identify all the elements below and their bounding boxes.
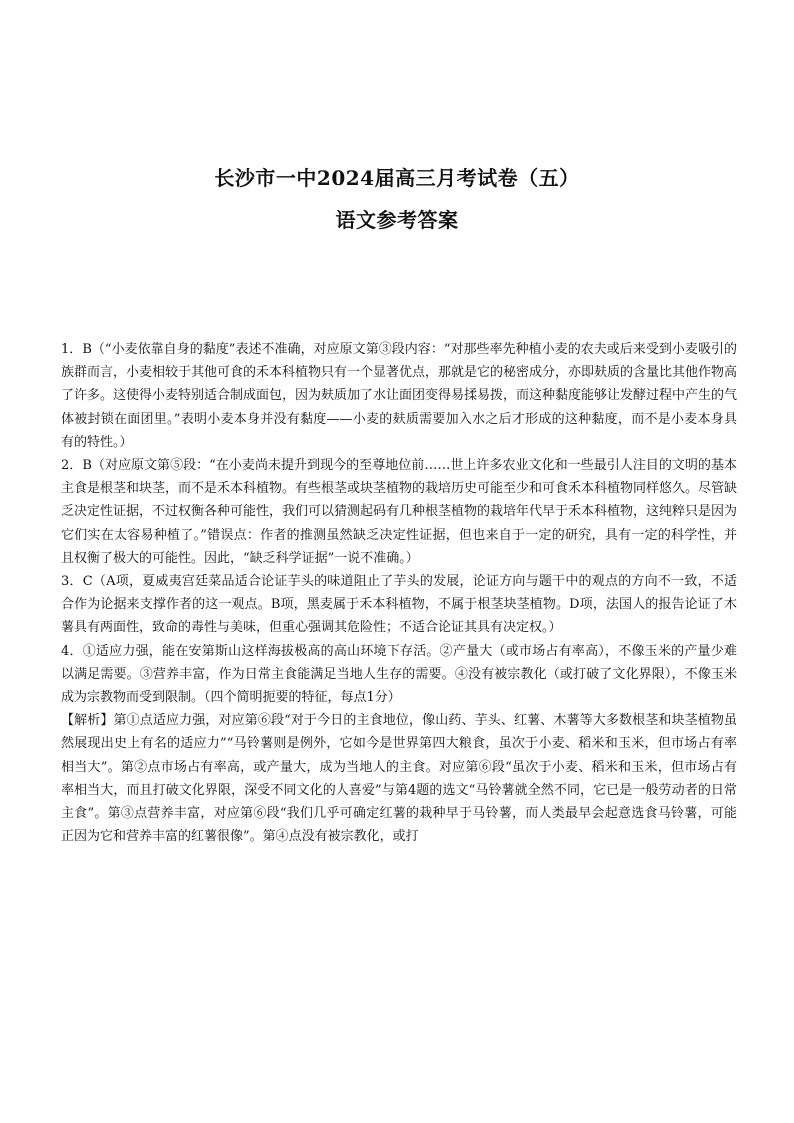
document-title: 长沙市一中2024届高三月考试卷（五） (214, 166, 580, 190)
answer-1: 1．B（“小麦依靠自身的黏度”表述不准确，对应原文第③段内容：“对那些率先种植小麦的农夫或后来受到小麦吸引的族群而言，小麦相较于其他可食的禾本科植物只有一个显著优点，那就是它的秘密成分，亦即麸质的含量比其他作物高了许多。这使得小麦特别适合制成面包，因为麸质加了水让面团变得易揉易拨，而这种黏度能够让发酵过程中产生的气体被封锁在面团里。”表明小麦本身并没有黏度——小麦的麸质需要加入水之后才形成的这种黏度，而不是小麦本身具有的特性。） (61, 342, 738, 450)
answer-4: 4．①适应力强，能在安第斯山这样海拔极高的高山环境下存活。②产量大（或市场占有率高），不像玉米的产量少难以满足需要。③营养丰富，作为日常主食能满足当地人生存的需要。④没有被宗教化（或打破了文化界限），不像玉米成为宗教物而受到限制。（四个简明扼要的特征，每点1分） (61, 643, 737, 706)
answer-content (61, 338, 737, 848)
document-subtitle: 语文参考答案 (335, 208, 459, 232)
answer-4-analysis: 【解析】第①点适应力强，对应第⑥段“对于今日的主食地位，像山药、芋头、红薯、木薯等大多数根茎和块茎植物虽然展现出史上有名的适应力”“马铃薯则是例外，它如今是世界第四大粮食，虽次于小麦、稻米和玉米，但市场占有率相当大”。第②点市场占有率高，或产量大，成为当地人的主食。对应第⑥段“虽次于小麦、稻米和玉米，但市场占有率相当大，而且打破文化界限，深受不同文化的人喜爱”与第4题的选文“马铃薯就全然不同，它已是一般劳动者的日常主食”。第③点营养丰富，对应第⑥段“我们几乎可确定红薯的栽种早于马铃薯，而人类最早会起意选食马铃薯，可能正因为它和营养丰富的红薯很像”。第④点没有被宗教化，或打 (61, 713, 737, 845)
answer-2: 2．B（对应原文第⑤段：“在小麦尚未提升到现今的至尊地位前……世上许多农业文化和一些最引人注目的文明的基本主食是根茎和块茎，而不是禾本科植物。有些根茎或块茎植物的栽培历史可能至少和可食禾本科植物同样悠久。尽管缺乏决定性证据，不过权衡各种可能性，我们可以猜测起码有几种根茎植物的栽培年代早于禾本科植物，这纯粹只是因为它们实在太容易种植了。”错误点：作者的推测虽然缺乏决定性证据，但也来自于一定的研究，具有一定的科学性，并且权衡了极大的可能性。因此，“缺乏科学证据”一说不准确。） (61, 458, 738, 566)
answer-3: 3．C（A项，夏威夷宫廷菜品适合论证芋头的味道阻止了芋头的发展，论证方向与题干中的观点的方向不一致，不适合作为论据来支撑作者的这一观点。B项，黑麦属于禾本科植物，不属于根茎块茎植物。D项，法国人的报告论证了木薯具有两面性，致命的毒性与美味，但重心强调其危险性；不适合论证其具有决定权。） (61, 574, 737, 636)
